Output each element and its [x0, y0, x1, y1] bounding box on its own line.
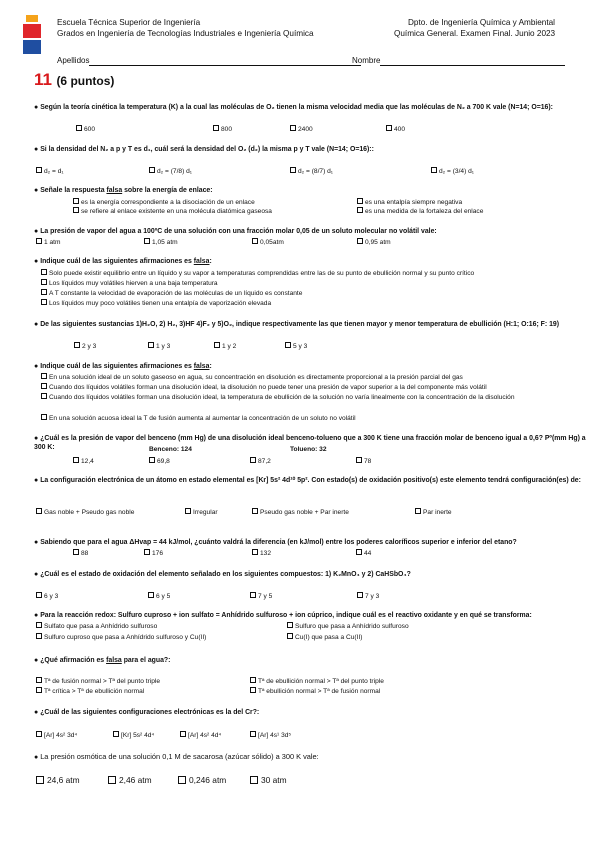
q7-option-d[interactable]: En una solución acuosa ideal la T de fusión aumenta al aumentar la concentración de un soluto no volátil — [41, 414, 356, 423]
question-5: ● Indique cuál de las siguientes afirmaciones es falsa: — [34, 258, 212, 265]
question-7: ● Indique cuál de las siguientes afirmaciones es falsa: — [34, 363, 212, 370]
q1-option-c[interactable]: 2400 — [290, 125, 313, 134]
surname-line — [89, 57, 361, 66]
q2-option-d[interactable]: d₂ = (3/4) d₁ — [431, 167, 474, 176]
q7-option-c[interactable]: Cuando dos líquidos volátiles forman una disolución ideal, la temperatura de ebullición de la solución no varía linealmente con la concentración de la disolución — [41, 393, 586, 402]
q9-stem: La configuración electrónica de un átomo en estado elemental es [Kr] 5s² 4d¹⁰ 5p². Con estado(s) de oxidación positivo(s) este elemento tendrá configuración(es) de: — [40, 477, 581, 484]
q12-option-b[interactable]: Sulfuro que pasa a Anhídrido sulfuroso — [287, 622, 409, 631]
q8-option-a[interactable]: 12,4 — [73, 457, 94, 466]
q11-option-a[interactable]: 6 y 3 — [36, 592, 58, 601]
q5-option-c[interactable]: A T constante la velocidad de evaporación de las moléculas de un líquido es constante — [41, 289, 302, 298]
q10-option-d[interactable]: 44 — [356, 549, 371, 558]
q15-stem: La presión osmótica de una solución 0,1 M de sacarosa (azúcar sólido) a 300 K vale: — [40, 752, 319, 761]
q14-option-c[interactable]: [Ar] 4s² 4d⁴ — [180, 731, 221, 740]
problem-number: 11 — [34, 70, 52, 89]
q6-stem: De las siguientes sustancias 1)H₂O, 2) H₂, 3)HF 4)F₂ y 5)O₂, indique respectivamente las que tienen mayor y menor temperatura de ebullición (H:1; O:16; F: 19) — [40, 321, 560, 328]
q10-option-b[interactable]: 176 — [144, 549, 163, 558]
q2-option-b[interactable]: d₂ = (7/8) d₁ — [149, 167, 192, 176]
q4-option-b[interactable]: 1,05 atm — [144, 238, 178, 247]
school-name: Escuela Técnica Superior de Ingeniería — [57, 18, 201, 27]
q14-stem: ¿Cuál de las siguientes configuraciones electrónicas es la del Cr?: — [40, 709, 260, 716]
question-8: ● ¿Cuál es la presión de vapor del benceno (mm Hg) de una disolución ideal benceno-tolueno que a 300 K tiene una fracción molar de benceno igual a 0,6? Pº(mm Hg) a 300 K: — [34, 435, 586, 451]
q14-option-b[interactable]: [Kr] 5s² 4d⁴ — [113, 731, 154, 740]
q15-option-c[interactable]: 0,246 atm — [178, 775, 226, 785]
q10-option-a[interactable]: 88 — [73, 549, 88, 558]
question-3: ● Señale la respuesta falsa sobre la energía de enlace: — [34, 187, 213, 194]
q6-option-b[interactable]: 1 y 3 — [148, 342, 170, 351]
q7-option-a[interactable]: En una solución ideal de un soluto gaseoso en agua, su concentración en disolución es directamente proporcional a la presión parcial del gas — [41, 373, 463, 382]
q8-toluene-value: Tolueno: 32 — [290, 446, 327, 453]
name-line — [380, 57, 565, 66]
q13-option-d[interactable]: Tª ebullición normal > Tª de fusión normal — [250, 687, 380, 696]
q6-option-d[interactable]: 5 y 3 — [285, 342, 307, 351]
problem-points: (6 puntos) — [56, 74, 115, 88]
q9-option-b[interactable]: Irregular — [185, 508, 218, 517]
surname-field[interactable] — [57, 56, 361, 66]
question-4: ● La presión de vapor del agua a 100ºC de una solución con una fracción molar 0,05 de un soluto molecular no volátil vale: — [34, 228, 437, 235]
question-11: ● ¿Cuál es el estado de oxidación del elemento señalado en los siguientes compuestos: 1) K₂MnO₄ y 2) CaHSbO₄? — [34, 571, 411, 578]
q5-option-d[interactable]: Los líquidos muy poco volátiles tienen una entalpía de vaporización elevada — [41, 299, 271, 308]
q1-option-a[interactable]: 600 — [76, 125, 95, 134]
question-14: ● ¿Cuál de las siguientes configuraciones electrónicas es la del Cr?: — [34, 709, 260, 716]
q14-option-d[interactable]: [Ar] 4s¹ 3d⁵ — [250, 731, 291, 740]
question-1: ● Según la teoría cinética la temperatura (K) a la cual las moléculas de O₂ tienen la misma velocidad media que las moléculas de N₂ a 700 K vale (N=14; O=16): — [34, 104, 553, 111]
q9-option-c[interactable]: Pseudo gas noble + Par inerte — [252, 508, 349, 517]
q8-stem: ¿Cuál es la presión de vapor del benceno (mm Hg) de una disolución ideal benceno-tolueno que a 300 K tiene una fracción molar de benceno igual a 0,6? Pº(mm Hg) a 300 K: — [34, 435, 586, 451]
q8-option-d[interactable]: 78 — [356, 457, 371, 466]
q13-option-c[interactable]: Tª crítica > Tª de ebullición normal — [36, 687, 144, 696]
q4-option-d[interactable]: 0,95 atm — [357, 238, 391, 247]
q3-option-c[interactable]: se refiere al enlace existente en una molécula diatómica gaseosa — [73, 207, 272, 216]
q2-stem: Si la densidad del N₂ a p y T es d₁, cuál será la densidad del O₂ (d₂) la misma p y T vale (N=14; O=16):: — [40, 146, 374, 153]
q11-option-c[interactable]: 7 y 5 — [250, 592, 272, 601]
q10-option-c[interactable]: 132 — [252, 549, 271, 558]
question-13: ● ¿Qué afirmación es falsa para el agua?: — [34, 657, 171, 664]
question-2: ● Si la densidad del N₂ a p y T es d₁, cuál será la densidad del O₂ (d₂) la misma p y T vale (N=14; O=16):: — [34, 146, 374, 153]
q12-stem: Para la reacción redox: Sulfuro cuproso + ion sulfato = Anhídrido sulfuroso + ion cúprico, indique cuál es el reactivo oxidante y en qué se transforma: — [40, 612, 532, 619]
q9-option-d[interactable]: Par inerte — [415, 508, 452, 517]
q8-option-c[interactable]: 87,2 — [250, 457, 271, 466]
degree-name: Grados en Ingeniería de Tecnologías Industriales e Ingeniería Química — [57, 29, 314, 38]
q11-stem: ¿Cuál es el estado de oxidación del elemento señalado en los siguientes compuestos: 1) K₂MnO₄ y 2) CaHSbO₄? — [40, 571, 411, 578]
q12-option-a[interactable]: Sulfato que pasa a Anhídrido sulfuroso — [36, 622, 157, 631]
q4-option-a[interactable]: 1 atm — [36, 238, 61, 247]
q2-option-c[interactable]: d₂ = (8/7) d₁ — [290, 167, 333, 176]
q7-option-b[interactable]: Cuando dos líquidos volátiles forman una disolución ideal, la disolución no puede tener una presión de vapor superior a la del componente más volátil — [41, 383, 487, 392]
q4-stem: La presión de vapor del agua a 100ºC de una solución con una fracción molar 0,05 de un soluto molecular no volátil vale: — [40, 228, 437, 235]
q3-option-b[interactable]: es una entalpía siempre negativa — [357, 198, 462, 207]
q8-benzene-value: Benceno: 124 — [149, 446, 192, 453]
q13-option-b[interactable]: Tª de ebullición normal > Tª del punto triple — [250, 677, 384, 686]
question-10: ● Sabiendo que para el agua ΔHvap = 44 kJ/mol, ¿cuánto valdrá la diferencia (en kJ/mol) entre los poderes caloríficos superior e inferior del etano? — [34, 539, 517, 546]
q14-option-a[interactable]: [Ar] 4s² 3d⁴ — [36, 731, 77, 740]
q1-option-b[interactable]: 800 — [213, 125, 232, 134]
q5-option-b[interactable]: Los líquidos muy volátiles hierven a una baja temperatura — [41, 279, 218, 288]
exam-title: Química General. Examen Final. Junio 2023 — [394, 29, 556, 38]
q9-option-a[interactable]: Gas noble + Pseudo gas noble — [36, 508, 134, 517]
q13-option-a[interactable]: Tª de fusión normal > Tª del punto triple — [36, 677, 160, 686]
problem-title — [34, 70, 114, 90]
q3-option-a[interactable]: es la energía correspondiente a la disociación de un enlace — [73, 198, 255, 207]
q12-option-c[interactable]: Sulfuro cuproso que pasa a Anhídrido sulfuroso y Cu(II) — [36, 633, 206, 642]
q12-option-d[interactable]: Cu(I) que pasa a Cu(II) — [287, 633, 362, 642]
surname-label: Apellidos — [57, 56, 90, 65]
question-12: ● Para la reacción redox: Sulfuro cuproso + ion sulfato = Anhídrido sulfuroso + ion cúprico, indique cuál es el reactivo oxidante y en qué se transforma: — [34, 612, 532, 619]
q1-option-d[interactable]: 400 — [386, 125, 405, 134]
question-6: ● De las siguientes sustancias 1)H₂O, 2) H₂, 3)HF 4)F₂ y 5)O₂, indique respectivamente las que tienen mayor y menor temperatura de ebullición (H:1; O:16; F: 19) — [34, 321, 560, 328]
q10-stem: Sabiendo que para el agua ΔHvap = 44 kJ/mol, ¿cuánto valdrá la diferencia (en kJ/mol) entre los poderes caloríficos superior e inferior del etano? — [40, 539, 517, 546]
q15-option-b[interactable]: 2,46 atm — [108, 775, 152, 785]
university-logo — [20, 14, 44, 56]
name-field[interactable] — [352, 56, 565, 66]
name-label: Nombre — [352, 56, 381, 65]
q15-option-a[interactable]: 24,6 atm — [36, 775, 80, 785]
q11-option-d[interactable]: 7 y 3 — [357, 592, 379, 601]
q4-option-c[interactable]: 0,05atm — [252, 238, 284, 247]
q1-stem: Según la teoría cinética la temperatura (K) a la cual las moléculas de O₂ tienen la misma velocidad media que las moléculas de N₂ a 700 K vale (N=14; O=16): — [40, 104, 553, 111]
q2-option-a[interactable]: d₂ = d₁ — [36, 167, 64, 176]
department-name: Dpto. de Ingeniería Química y Ambiental — [408, 18, 555, 27]
question-9: ● La configuración electrónica de un átomo en estado elemental es [Kr] 5s² 4d¹⁰ 5p². Con estado(s) de oxidación positivo(s) este elemento tendrá configuración(es) de: — [34, 477, 581, 484]
q8-option-b[interactable]: 69,8 — [149, 457, 170, 466]
q6-option-a[interactable]: 2 y 3 — [74, 342, 96, 351]
q6-option-c[interactable]: 1 y 2 — [214, 342, 236, 351]
q3-option-d[interactable]: es una medida de la fortaleza del enlace — [357, 207, 483, 216]
q15-option-d[interactable]: 30 atm — [250, 775, 287, 785]
q5-option-a[interactable]: Solo puede existir equilibrio entre un líquido y su vapor a temperaturas comprendidas entre las de su punto de ebullición normal y su punto crítico — [41, 269, 474, 278]
q11-option-b[interactable]: 6 y 5 — [148, 592, 170, 601]
question-15: ● La presión osmótica de una solución 0,1 M de sacarosa (azúcar sólido) a 300 K vale: — [34, 752, 319, 761]
